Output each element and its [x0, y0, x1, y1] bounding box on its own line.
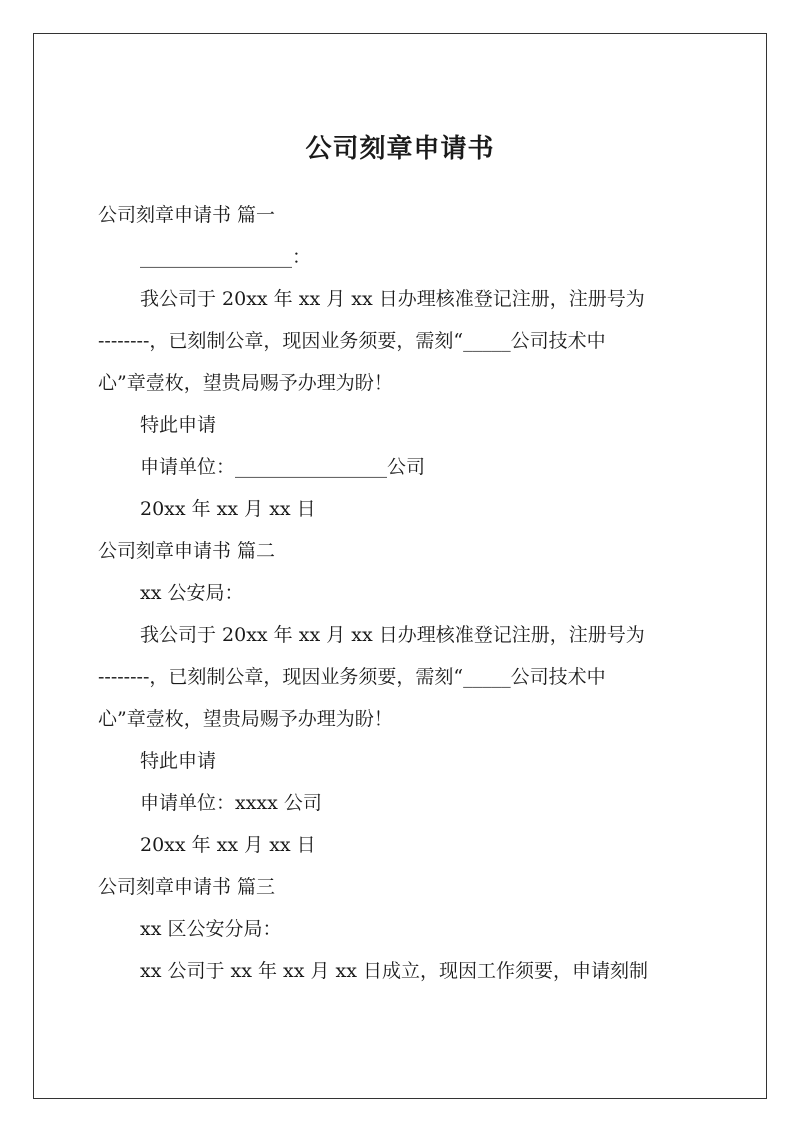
body-line-1-3: 心”章壹枚，望贵局赐予办理为盼！: [98, 372, 393, 394]
section-heading-1: 公司刻章申请书 篇一: [98, 204, 276, 226]
section-heading-3: 公司刻章申请书 篇三: [98, 876, 276, 898]
body-line-2-3: 心”章壹枚，望贵局赐予办理为盼！: [98, 708, 393, 730]
body-line-1-1: 我公司于 20xx 年 xx 月 xx 日办理核准登记注册，注册号为: [140, 288, 645, 310]
closing-2: 特此申请: [140, 750, 217, 772]
section-heading-2: 公司刻章申请书 篇二: [98, 540, 276, 562]
applicant-2: 申请单位：xxxx 公司: [140, 792, 322, 814]
applicant-1: 申请单位：________________公司: [140, 456, 426, 478]
closing-1: 特此申请: [140, 414, 217, 436]
body-line-3-1: xx 公司于 xx 年 xx 月 xx 日成立，现因工作须要，申请刻制: [140, 960, 649, 982]
date-2: 20xx 年 xx 月 xx 日: [140, 834, 316, 856]
page-title: 公司刻章申请书: [305, 134, 495, 164]
body-line-1-2: --------，已刻制公章，现因业务须要，需刻“_____公司技术中: [98, 330, 606, 352]
date-1: 20xx 年 xx 月 xx 日: [140, 498, 316, 520]
body-line-2-1: 我公司于 20xx 年 xx 月 xx 日办理核准登记注册，注册号为: [140, 624, 645, 646]
salutation-1: ________________：: [140, 246, 312, 268]
salutation-2: xx 公安局：: [140, 582, 244, 604]
salutation-3: xx 区公安分局：: [140, 918, 282, 940]
body-line-2-2: --------，已刻制公章，现因业务须要，需刻“_____公司技术中: [98, 666, 606, 688]
